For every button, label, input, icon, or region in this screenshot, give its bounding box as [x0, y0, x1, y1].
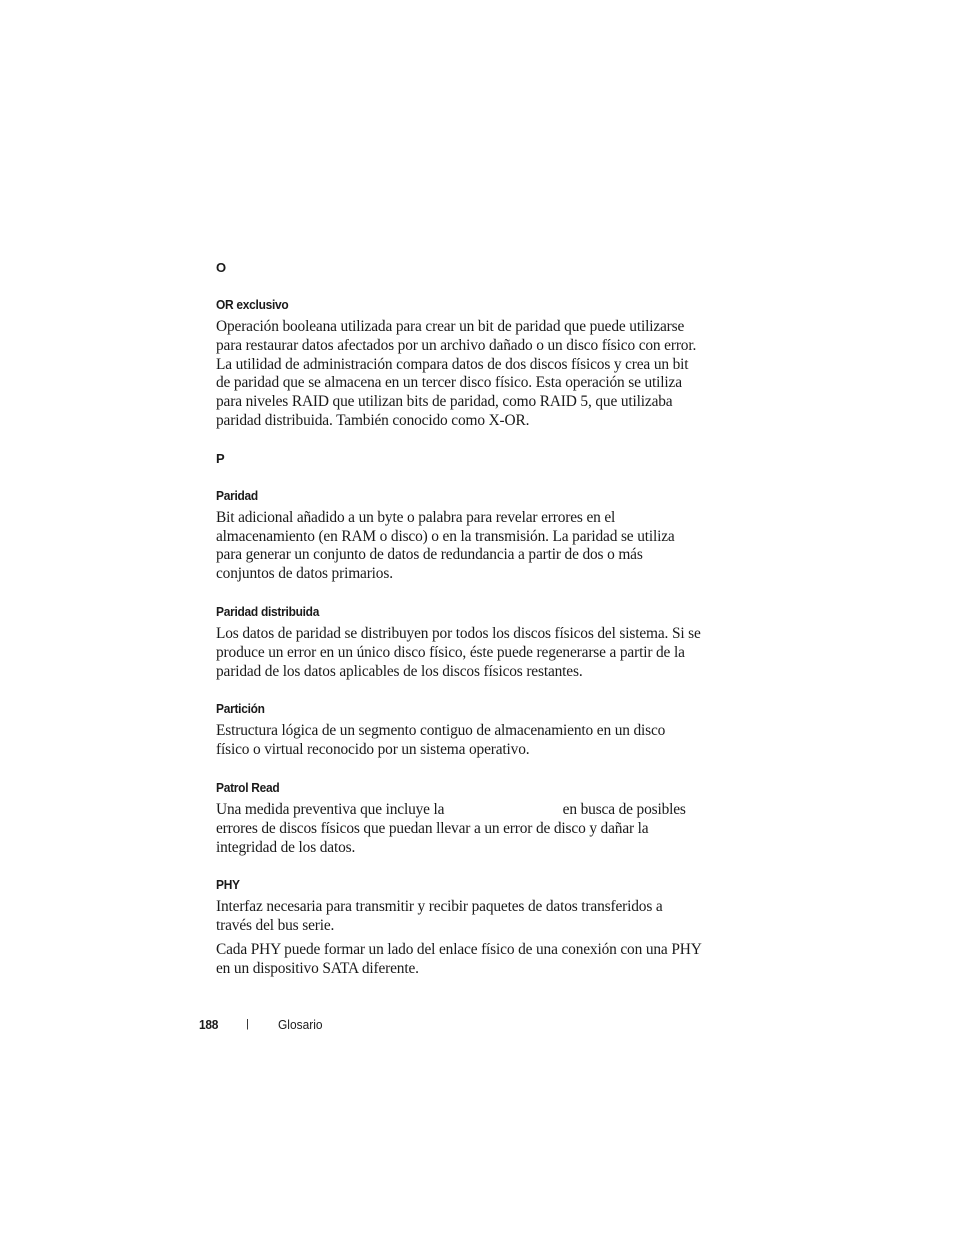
definition-line: través del bus serie. — [216, 917, 335, 935]
glossary-definition — [216, 898, 716, 936]
footer-section-name: Glosario — [278, 1017, 323, 1032]
glossary-term: Patrol Read — [216, 779, 280, 795]
definition-line: Los datos de paridad se distribuyen por todos los discos físicos del sistema. Si se — [216, 624, 701, 642]
glossary-content — [216, 258, 716, 979]
definition-line: La utilidad de administración compara datos de dos discos físicos y crea un bit — [216, 355, 689, 373]
definition-line: produce un error en un único disco físico, éste puede regenerarse a partir de la — [216, 643, 685, 661]
definition-line: Estructura lógica de un segmento contiguo de almacenamiento en un disco — [216, 722, 666, 740]
section-letter: O — [216, 260, 226, 275]
definition-line: Bit adicional añadido a un byte o palabra para revelar errores en el — [216, 508, 616, 526]
glossary-definition — [216, 625, 716, 681]
definition-line: de paridad que se almacena en un tercer disco físico. Esta operación se utiliza — [216, 374, 682, 392]
definition-line: almacenamiento (en RAM o disco) o en la transmisión. La paridad se utiliza — [216, 527, 675, 545]
definition-line: errores de discos físicos que puedan llevar a un error de disco y dañar la — [216, 819, 649, 837]
section-letter: P — [216, 450, 225, 466]
definition-line: Una medida preventiva que incluye la en busca de posibles — [216, 800, 686, 818]
glossary-term: PHY — [216, 877, 240, 893]
glossary-definition — [216, 509, 716, 584]
glossary-term: OR exclusivo — [216, 297, 289, 312]
footer-separator: | — [246, 1018, 249, 1030]
glossary-term: Paridad distribuida — [216, 603, 320, 619]
definition-line: integridad de los datos. — [216, 838, 356, 856]
definition-line: paridad de los datos aplicables de los discos físicos restantes. — [216, 662, 583, 680]
glossary-definition — [216, 722, 716, 760]
definition-line: paridad distribuida. También conocido como X-OR. — [216, 411, 530, 429]
definition-line: Cada PHY puede formar un lado del enlace físico de una conexión con una PHY — [216, 940, 702, 958]
definition-line: Operación booleana utilizada para crear un bit de paridad que puede utilizarse — [216, 318, 685, 335]
glossary-definition — [216, 941, 716, 979]
definition-line: para generar un conjunto de datos de redundancia a partir de dos o más — [216, 546, 643, 564]
glossary-term: Partición — [216, 701, 265, 717]
definition-line: físico o virtual reconocido por un sistema operativo. — [216, 741, 530, 759]
definition-line: Interfaz necesaria para transmitir y recibir paquetes de datos transferidos a — [216, 898, 663, 916]
glossary-definition — [216, 801, 716, 857]
page-number: 188 — [199, 1017, 219, 1032]
definition-line: en un dispositivo SATA diferente. — [216, 959, 419, 977]
glossary-definition — [216, 318, 716, 431]
glossary-term: Paridad — [216, 487, 258, 503]
definition-line: para restaurar datos afectados por un archivo dañado o un disco físico con error. — [216, 336, 697, 354]
definition-line: para niveles RAID que utilizan bits de paridad, como RAID 5, que utilizaba — [216, 393, 673, 411]
definition-line: conjuntos de datos primarios. — [216, 565, 393, 583]
